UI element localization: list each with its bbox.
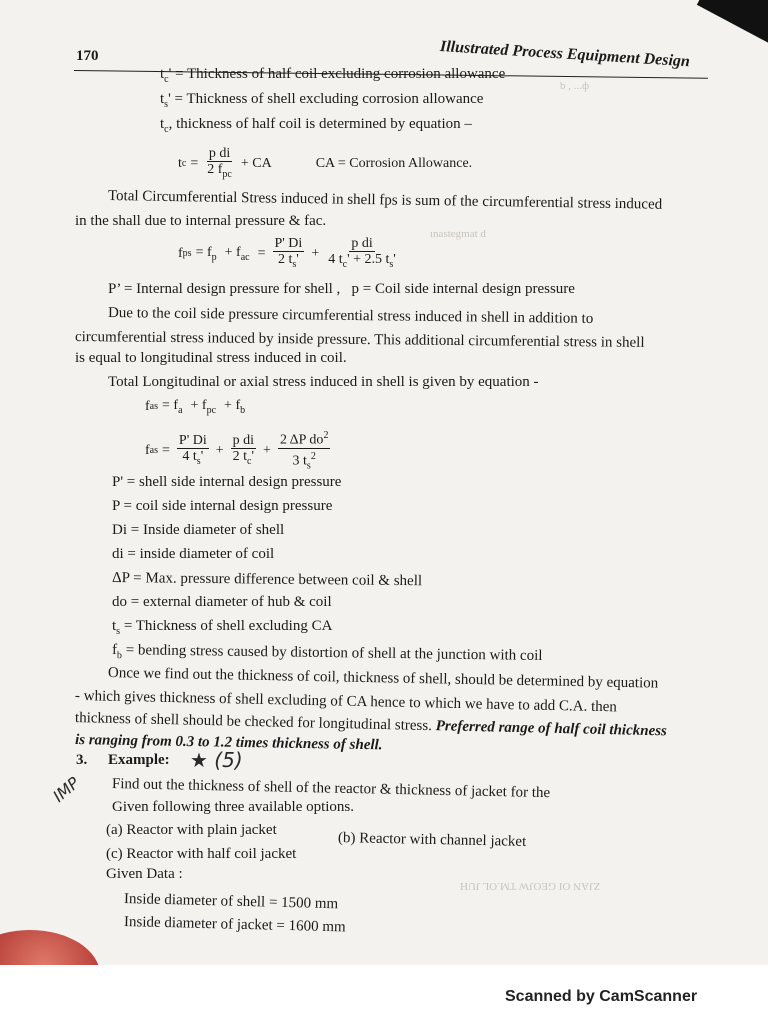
scanner-watermark: Scanned by CamScanner — [505, 988, 698, 1005]
paragraph-line: in the shall due to internal pressure & fac. — [75, 213, 327, 229]
given-data-item: Inside diameter of shell = 1500 mm — [123, 891, 339, 913]
running-title: Illustrated Process Equipment Design — [439, 38, 691, 71]
handwritten-star-mark: ★ (5) — [190, 748, 243, 772]
paragraph-line: Total Circumferential Stress induced in shell fps is sum of the circumferential stress induced — [107, 188, 663, 213]
def-ts-prime: $t_s'$ = Thickness of shell excluding corrosion allowance — [160, 91, 484, 110]
paragraph-line: - which gives thickness of shell excluding of CA hence to which we have to add C.A. then — [74, 688, 618, 716]
def-item: P' = shell side internal design pressure — [112, 474, 342, 490]
finger-in-scan — [0, 930, 100, 965]
option-b: (b) Reactor with channel jacket — [337, 830, 527, 850]
def-item: P = coil side internal design pressure — [112, 498, 333, 514]
option-c: (c) Reactor with half coil jacket — [106, 846, 297, 862]
paragraph-line: thickness of shell should be checked for longitudinal stress. Preferred range of half coil thickness — [74, 710, 668, 740]
example-heading: Example: — [108, 752, 170, 768]
paragraph-line: Total Longitudinal or axial stress induced in shell is given by equation - — [108, 374, 539, 390]
paragraph-line: Due to the coil side pressure circumferential stress induced in shell in addition to — [107, 305, 594, 327]
given-data-heading: Given Data : — [106, 866, 183, 882]
def-item: $t_s$ = Thickness of shell excluding CA — [112, 618, 333, 637]
equation-fas-sum: f as = $f_a$ + $f_{pc}$ + $f_b$ — [145, 398, 246, 416]
def-item: do = external diameter of hub & coil — [112, 594, 332, 610]
paragraph-line: is equal to longitudinal stress induced in coil. — [75, 350, 347, 366]
def-item: Di = Inside diameter of shell — [112, 522, 285, 538]
page-number: 170 — [76, 48, 99, 64]
bleed-through-text: b , ...ф — [560, 80, 590, 92]
equation-tc: t c = $\frac{\text{p di}}{2 f_{pc}}$ + CA CA = Corrosion Allowance. — [178, 146, 473, 180]
bleed-through-text: ZJAN OI GEOJW TM.OL JUH — [460, 880, 601, 892]
def-item: di = inside diameter of coil — [112, 546, 275, 562]
paragraph-line: circumferential stress induced by inside pressure. This additional circumferential stress in shell — [74, 329, 645, 351]
def-item: $f_b$ = bending stress caused by distortion of shell at the junction with coil — [111, 642, 543, 665]
def-tc-equation: $t_c$, thickness of half coil is determined by equation – — [160, 116, 472, 135]
given-data-item: Inside diameter of jacket = 1600 mm — [123, 914, 346, 936]
option-a: (a) Reactor with plain jacket — [106, 822, 277, 838]
page-corner-shadow — [697, 0, 768, 47]
equation-fas-expanded: f as = $\frac{P' Di}{4 t_s'}$ + $\frac{\text{p di}}{2 t_c'}$ + $\frac{2 \Delta P do^2}{3 t_s^2}$ — [145, 430, 329, 472]
example-task: Given following three available options. — [112, 799, 355, 815]
bleed-through-text: ınastegmat d — [430, 228, 486, 240]
def-tc-prime: $t_c'$ = Thickness of half coil excluding corrosion allowance — [160, 66, 506, 85]
equation-fps: f ps = $f_p$ + $f_{ac}$ = $\frac{P' Di}{2 t_s'}$ + $\frac{\text{p di}}{4 t_c' + 2.5 t_s'}$ — [178, 236, 396, 270]
def-item: ΔP = Max. pressure difference between coil & shell — [111, 570, 423, 590]
paragraph-line-emphasis: is ranging from 0.3 to 1.2 times thickness of shell. — [74, 732, 383, 754]
example-number: 3. — [76, 752, 88, 768]
paragraph-line: Once we find out the thickness of coil, thickness of shell, should be determined by equation — [107, 665, 659, 692]
handwritten-imp-note: IMP — [49, 773, 83, 806]
example-task: Find out the thickness of shell of the reactor & thickness of jacket for the — [111, 776, 551, 802]
pressure-definitions: P’ = Internal design pressure for shell , p = Coil side internal design pressure — [108, 281, 575, 297]
